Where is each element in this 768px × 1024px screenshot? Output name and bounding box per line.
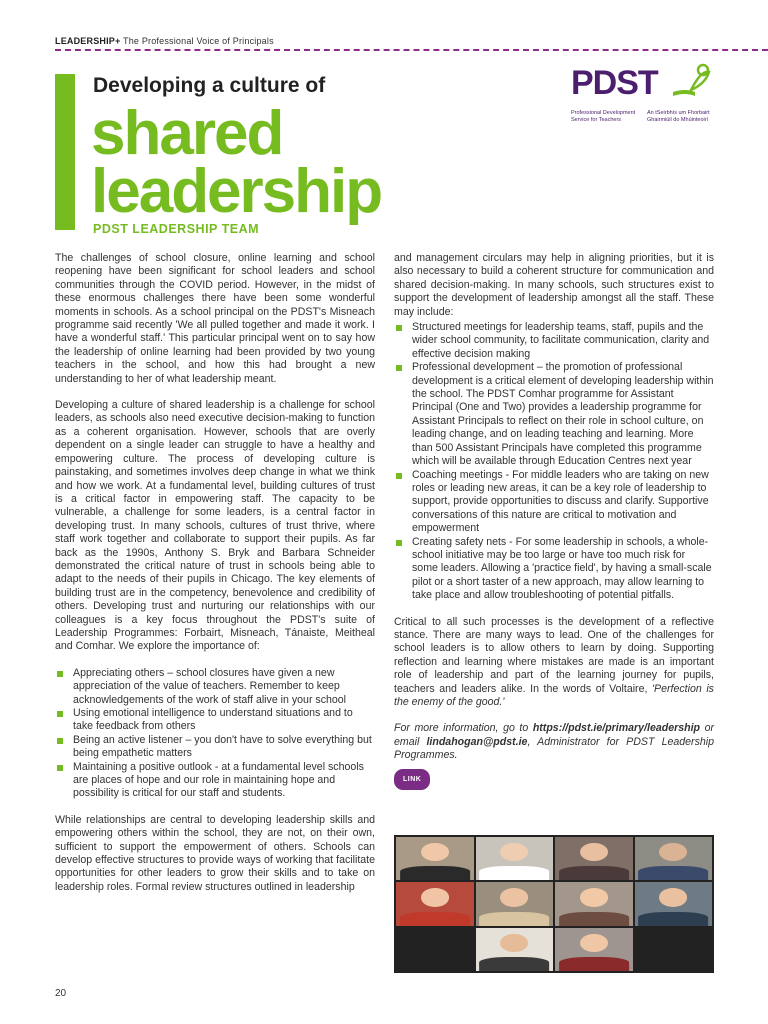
byline: PDST LEADERSHIP TEAM [93,222,260,236]
participant-face [580,888,608,906]
magazine-brand: LEADERSHIP+ [55,36,121,46]
video-call-photo [394,835,714,973]
right-column [394,252,714,790]
video-tile [555,837,633,880]
header-divider [55,49,768,51]
video-tile [476,928,554,971]
video-tile [635,837,713,880]
bullet-list [394,321,714,603]
participant-shoulders [479,957,549,971]
magazine-tagline: The Professional Voice of Principals [123,36,274,46]
video-tile [476,882,554,925]
participant-face [421,888,449,906]
running-header [55,36,274,46]
participant-face [500,934,528,952]
video-tile [476,837,554,880]
paragraph: Developing a culture of shared leadership is a challenge for school leaders, as schools also need executive decision-making to function as a coherent organisation. However, schools that are overly dependent on a single leader can struggle to have a healthy and empowering culture. The process of developing culture is painstaking, and sometimes involves deep change in what we think and how we work. At a fundamental level, building cultures of trust is a critical factor in empowering staff. The capacity to be vulnerable, a challenge for some leaders, is a central factor in developing trust. In many schools, cultures of trust thrive, where staff work together and collaborate to support their pupils. As far back as the 1990s, Anthony S. Bryk and Barbara Schneider demonstrated the critical nature of trust in schools being able to adapt to the needs of their pupils in Chicago. The key elements of building trust are in the competency, benevolence and credibility of others. Developing trust and nurturing our relationships with our colleagues is a key focus throughout the PDST's suite of Leadership Programmes: Forbairt, Misneach, Tánaiste, Meitheal and Comhar. We explore the importance of: [55,399,375,653]
bullet-item: Using emotional intelligence to understand situations and to take feedback from others [55,707,375,734]
video-tile [396,882,474,925]
pdst-leaf-icon [665,62,713,104]
participant-shoulders [638,866,708,880]
participant-shoulders [400,866,470,880]
participant-face [580,843,608,861]
paragraph: While relationships are central to developing leadership skills and empowering others within the school, they are not, on their own, sufficient to support the empowerment of others. Schools can develop effective structures to provide ways of working that facilitate opportunities for other leaders to grow their skills and to take on leadership roles. Formal review structures outlined in leadership [55,813,375,893]
title-line-1: shared [91,99,283,168]
participant-shoulders [559,866,629,880]
participant-face [659,888,687,906]
participant-face [421,843,449,861]
pdst-sub-english: Professional Development Service for Teachers [571,110,636,123]
participant-shoulders [559,957,629,971]
participant-shoulders [559,912,629,926]
paragraph: The challenges of school closure, online learning and school reopening have been significant for school leaders and school communities through the COVID period. However, in the midst of these enormous challenges there have been some wonderful moments in schools. As a school principal on the PDST's Misneach programme said recently 'We all pulled together and made it work. I have a wonderful staff.' This particular principal went on to say how the leadership of online learning had been provided by two young teachers in the school, and how this had brought a new understanding to her of what leadership meant. [55,252,375,385]
page-number: 20 [55,988,67,999]
pdst-sub-irish: An tSeirbhís um Fhorbairt Ghairmiúil do Mhúinteoirí [647,110,710,123]
pdst-logo-text: PDST [571,64,658,102]
participant-face [659,843,687,861]
voltaire-quote: 'Perfection is the enemy of the good.' [394,682,714,708]
bullet-item: Creating safety nets - For some leadership in schools, a whole-school initiative may be too large or have too much risk for some leaders. Allowing a 'practice field', by having a small-scale pilot or a short taster of a new approach, may allow learning to take place and allow troubleshooting of potential pitfalls. [394,536,714,603]
info-text: or email [394,722,714,748]
bullet-list [55,667,375,801]
participant-shoulders [400,912,470,926]
video-tile [635,928,713,971]
title-accent-bar [55,74,75,230]
title-kicker: Developing a culture of [93,74,326,97]
bullet-item: Structured meetings for leadership teams, staff, pupils and the wider school community, to facilitate communication, clarity and effective decision making [394,321,714,361]
video-tile [555,928,633,971]
leadership-url-link[interactable]: https://pdst.ie/primary/leadership [532,722,700,735]
video-tile [635,882,713,925]
participant-shoulders [479,866,549,880]
participant-face [500,888,528,906]
bullet-item: Coaching meetings - For middle leaders who are taking on new roles or leading new areas, it can be a key role of leadership to support, provide opportunities to discuss and clarify. Supportive conversations of this nature are critical to motivation and empowerment [394,469,714,536]
info-text: , Administrator for PDST Leadership Programmes. [394,735,715,762]
info-text: For more information, go to [394,722,533,735]
left-column [55,252,375,907]
paragraph [394,616,714,710]
participant-face [580,934,608,952]
bullet-item: Appreciating others – school closures have given a new appreciation of the value of teachers. Remember to keep acknowledgements of the work of staff alive in your school [55,667,375,707]
bullet-item: Maintaining a positive outlook - at a fundamental level schools are places of hope and our role in maintaining hope and possibility is critical for our staff and students. [55,761,375,801]
title-line-2: leadership [91,157,382,226]
participant-shoulders [638,912,708,926]
pdst-logo [565,60,730,132]
video-tile [396,837,474,880]
link-button[interactable]: LINK [394,769,430,790]
video-tile [396,928,474,971]
email-link[interactable]: lindahogan@pdst.ie [426,735,528,748]
more-info [394,722,714,762]
video-tile [555,882,633,925]
bullet-item: Professional development – the promotion of professional development is a critical element of developing leadership within the school. The PDST Comhar programme for Assistant Principal (One and Two) provides a leadership programme for Assistant Principals to reflect on their role in school culture, on leading change, and on leading teaching and learning. More than 500 Assistant Principals have completed this programme which will be available through Education Centres next year [394,361,714,468]
bullet-item: Being an active listener – you don't have to solve everything but being empathetic matters [55,734,375,761]
paragraph: and management circulars may help in aligning priorities, but it is also necessary to build a coherent structure for communication and shared decision-making. In many schools, such structures exist to support the development of leadership amongst all the staff. These may include: [394,252,714,318]
participant-shoulders [479,912,549,926]
paragraph-text: Critical to all such processes is the development of a reflective stance. There are many ways to lead. One of the challenges for school leaders is to allow others to learn by doing. Supporting reflection and learning where mistakes are made is an important role of leadership and part of the learning journey for pupils, teachers and leaders alike. In the words of Voltaire, [394,615,714,695]
participant-face [500,843,528,861]
